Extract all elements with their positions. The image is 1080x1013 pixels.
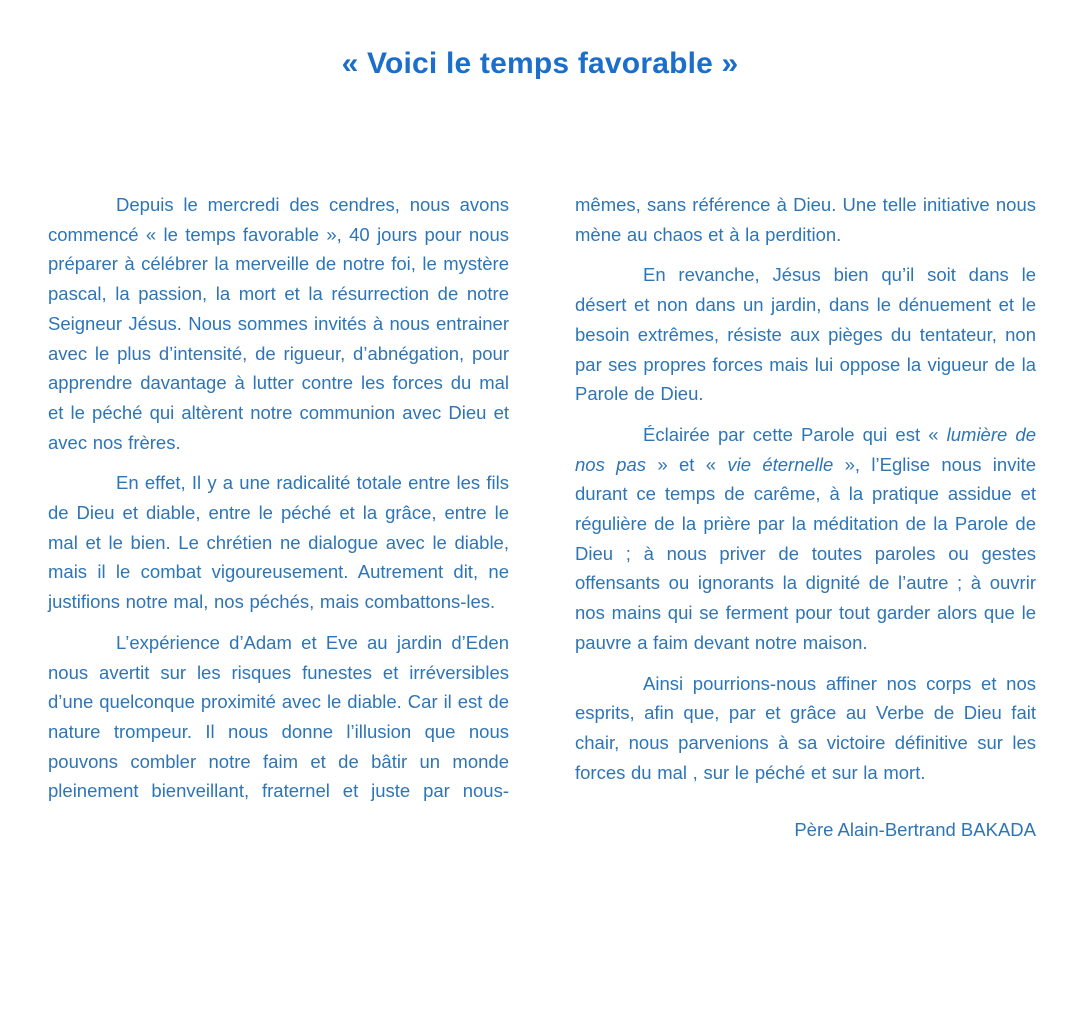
- text-run: Depuis le mercredi des cendres, nous avons commencé « le temps favorable », 40 jours pour nous préparer à célébrer la merveille de notre foi, le mystère pascal, la passion, la mort et la résurrection de notre Seigneur Jésus. Nous sommes invités à nous entrainer avec le plus d’intensité, de rigueur, d’abnégation, pour apprendre davantage à lutter contre les forces du mal et le péché qui altèrent notre communion avec Dieu et avec nos frères.: [48, 194, 509, 453]
- text-run: mêmes, sans référence à Dieu. Une telle initiative nous mène au chaos et à la perdition.: [575, 194, 1036, 245]
- right-column: [575, 190, 1036, 845]
- two-column-body: [48, 190, 1036, 845]
- document-page: [0, 46, 1080, 1013]
- left-column: [48, 190, 509, 845]
- paragraph: [575, 420, 1036, 658]
- italic-text-run: vie éternelle: [727, 453, 834, 475]
- text-run: Ainsi pourrions-nous affiner nos corps et nos esprits, afin que, par et grâce au Verbe de Dieu fait chair, nous parvenions à sa victoire définitive sur les forces du mal , sur le péché et sur la mort.: [575, 672, 1036, 783]
- paragraph: [575, 260, 1036, 409]
- page-title: « Voici le temps favorable »: [341, 47, 739, 80]
- text-run: » et «: [646, 453, 728, 475]
- paragraph: [575, 669, 1036, 788]
- paragraph: [48, 468, 509, 617]
- text-run: En revanche, Jésus bien qu’il soit dans le désert et non dans un jardin, dans le dénuement et le besoin extrêmes, résiste aux pièges du tentateur, non par ses propres forces mais lui oppose la vigueur de la Parole de Dieu.: [575, 264, 1036, 405]
- author-signature: Père Alain-Bertrand BAKADA: [794, 819, 1036, 841]
- paragraph: [48, 190, 509, 457]
- text-run: En effet, Il y a une radicalité totale entre les fils de Dieu et diable, entre le péché et la grâce, entre le mal et le bien. Le chrétien ne dialogue avec le diable, mais il le combat vigoureusement. Autrement dit, ne justifions notre mal, nos péchés, mais combattons-les.: [48, 472, 509, 613]
- text-run: », l’Eglise nous invite durant ce temps de carême, à la pratique assidue et régulière de la prière par la méditation de la Parole de Dieu ; à nous priver de toutes paroles ou gestes offensants ou ignorants la dignité de l’autre ; à ouvrir nos mains qui se ferment pour tout garder alors que le pauvre a faim devant notre maison.: [575, 453, 1036, 653]
- paragraph: [48, 628, 509, 806]
- right-column-paragraphs: [575, 190, 1036, 787]
- paragraph: [575, 190, 1036, 249]
- text-run: L’expérience d’Adam et Eve au jardin d’Eden nous avertit sur les risques funestes et irréversibles d’une quelconque proximité avec le diable. Car il est de nature trompeur. Il nous donne l’illusion que nous pouvons combler notre faim et de bâtir un monde pleinement bienveillant, fraternel et juste par nous-: [48, 631, 509, 802]
- text-run: Éclairée par cette Parole qui est «: [643, 423, 947, 445]
- left-column-paragraphs: [48, 190, 509, 806]
- italic-text-run: lumière de nos pas: [575, 423, 1036, 475]
